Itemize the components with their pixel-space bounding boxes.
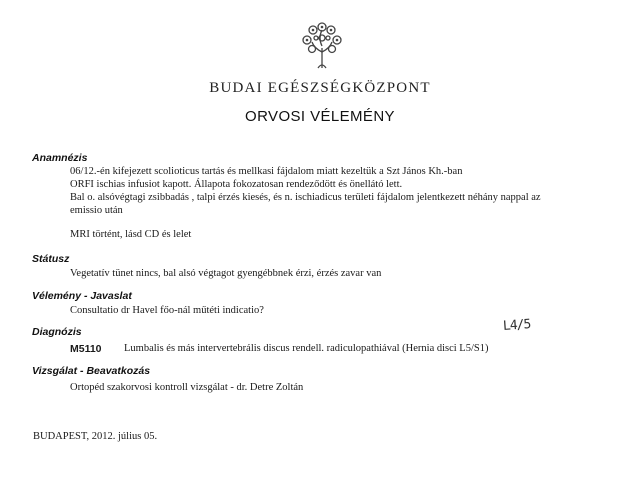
section-heading-vizsgalat: Vizsgálat - Beavatkozás (32, 365, 151, 377)
document-title: ORVOSI VÉLEMÉNY (245, 108, 395, 125)
section-heading-velemeny: Vélemény - Javaslat (32, 290, 132, 302)
anamnezis-line: Bal o. alsóvégtagi zsibbadás , talpi érzés kiesés, és n. ischiadicus területi fájdalom jelentkezett néhány nappal az (70, 192, 541, 203)
velemeny-text: Consultatio dr Havel főo-nál műtéti indicatio? (70, 305, 264, 316)
vizsgalat-text: Ortopéd szakorvosi kontroll vizsgálat - dr. Detre Zoltán (70, 382, 304, 393)
diagnosis-text: Lumbalis és más intervertebrális discus rendell. radiculopathiával (Hernia disci L5/S1) (124, 343, 489, 354)
tree-logo-icon (300, 18, 344, 70)
anamnezis-line: 06/12.-én kifejezett scolioticus tartás és mellkasi fájdalom miatt kezeltük a Szt János Kh.-ban (70, 166, 463, 177)
document-date: BUDAPEST, 2012. július 05. (33, 431, 158, 442)
section-heading-statusz: Státusz (32, 253, 70, 265)
diagnosis-code: M5110 (70, 343, 102, 355)
handwritten-annotation: L4/5 (502, 317, 531, 334)
section-heading-diagnozis: Diagnózis (32, 326, 82, 338)
anamnezis-line: emissio után (70, 205, 123, 216)
statusz-text: Vegetatív tünet nincs, bal alsó végtagot gyengébbnek érzi, érzés zavar van (70, 268, 382, 279)
anamnezis-line: ORFI ischias infusiot kapott. Állapota fokozatosan rendeződött és önellátó lett. (70, 179, 403, 190)
organization-name: BUDAI EGÉSZSÉGKÖZPONT (209, 80, 431, 96)
section-heading-anamnezis: Anamnézis (32, 152, 88, 164)
anamnezis-line: MRI történt, lásd CD és lelet (70, 229, 192, 240)
